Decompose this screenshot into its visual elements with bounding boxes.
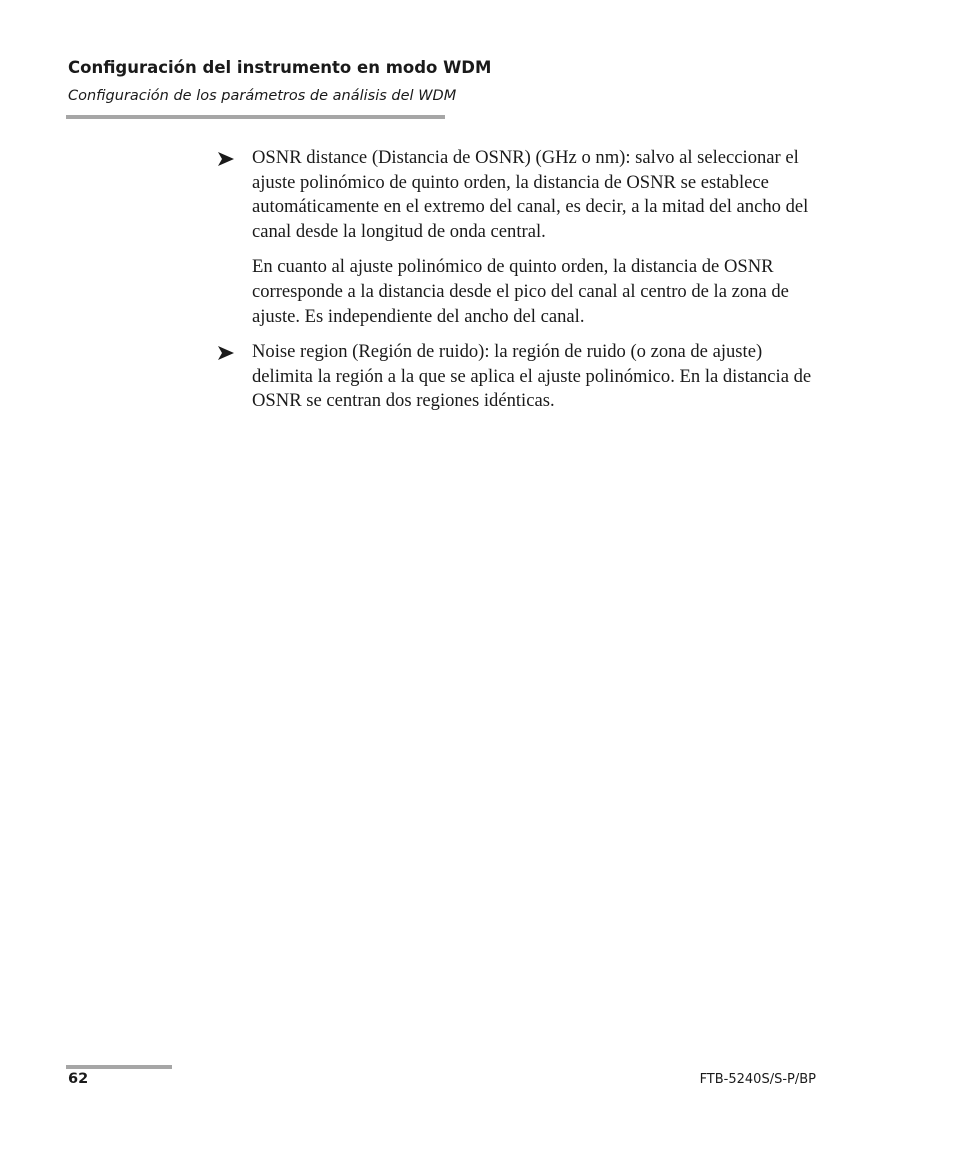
bullet-text: Noise region (Región de ruido): la región de ruido (o zona de ajuste) delimita la región a la que se aplica el ajuste polinómico. En la distancia de OSNR se centran dos regiones idénticas. bbox=[252, 341, 812, 412]
section-title: Configuración del instrumento en modo WDM bbox=[68, 58, 492, 77]
arrow-bullet-icon bbox=[217, 345, 235, 361]
bullet-item-noise-region bbox=[215, 340, 825, 414]
document-code: FTB-5240S/S-P/BP bbox=[699, 1072, 816, 1087]
bullet-continuation-text: En cuanto al ajuste polinómico de quinto orden, la distancia de OSNR corresponde a la distancia desde el pico del canal al centro de la zona de ajuste. Es independiente del ancho del canal. bbox=[252, 256, 789, 327]
main-content bbox=[215, 146, 825, 414]
bullet-text: OSNR distance (Distancia de OSNR) (GHz o nm): salvo al seleccionar el ajuste polinómico de quinto orden, la distancia de OSNR se establece automáticamente en el extremo del canal, es decir, a la mitad del ancho del canal desde la longitud de onda central. bbox=[252, 147, 809, 242]
page-number: 62 bbox=[68, 1071, 89, 1087]
arrow-bullet-icon bbox=[217, 151, 235, 167]
header-divider bbox=[66, 115, 445, 119]
bullet-item-osnr-distance bbox=[215, 146, 825, 244]
section-subtitle: Configuración de los parámetros de análisis del WDM bbox=[68, 88, 457, 104]
footer-divider bbox=[66, 1065, 172, 1069]
